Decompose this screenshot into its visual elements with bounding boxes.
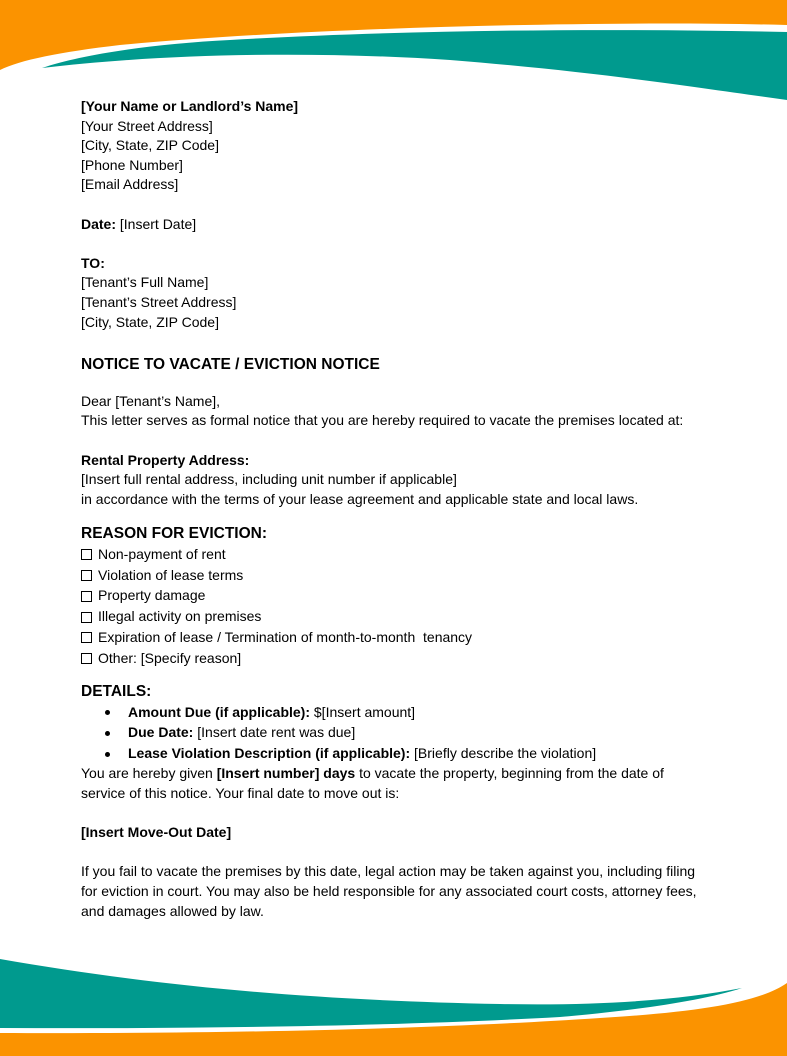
bullet-icon <box>105 752 110 757</box>
checkbox-icon[interactable] <box>81 653 92 664</box>
details-item-value: $[Insert amount] <box>310 703 416 720</box>
notice-period-prefix: You are hereby given <box>81 765 217 782</box>
details-item-value: [Insert date rent was due] <box>193 724 356 741</box>
sender-street: [Your Street Address] <box>81 117 213 134</box>
checkbox-icon[interactable] <box>81 612 92 623</box>
reason-label: Non-payment of rent <box>98 545 226 562</box>
reason-item[interactable] <box>81 586 711 607</box>
details-item-value: [Briefly describe the violation] <box>410 745 597 762</box>
sender-phone: [Phone Number] <box>81 156 183 173</box>
reason-item[interactable] <box>81 648 711 669</box>
reason-item[interactable] <box>81 607 711 628</box>
recipient-street: [Tenant’s Street Address] <box>81 293 237 310</box>
details-list <box>81 702 711 764</box>
bullet-icon <box>105 710 110 715</box>
date-label: Date: <box>81 215 117 232</box>
checkbox-icon[interactable] <box>81 570 92 581</box>
reason-label: Violation of lease terms <box>98 566 244 583</box>
details-item-label: Amount Due (if applicable): <box>128 703 310 720</box>
reason-heading: REASON FOR EVICTION: <box>81 525 268 543</box>
notice-period-suffix: to vacate the property, beginning from the date of service of this notice. Your final date to move out is: <box>81 765 664 802</box>
checkbox-icon[interactable] <box>81 591 92 602</box>
sender-name: [Your Name or Landlord’s Name] <box>81 98 299 114</box>
header-wave-decoration <box>0 0 787 100</box>
date-line <box>81 215 711 235</box>
notice-title: NOTICE TO VACATE / EVICTION NOTICE <box>81 355 380 373</box>
footer-wave-decoration <box>0 950 787 1056</box>
reason-item[interactable] <box>81 544 711 565</box>
details-item <box>105 744 711 765</box>
details-heading: DETAILS: <box>81 683 152 701</box>
accordance-text: in accordance with the terms of your lease agreement and applicable state and local laws. <box>81 490 639 507</box>
reason-label: Other: [Specify reason] <box>98 649 242 666</box>
warning-paragraph: If you fail to vacate the premises by this date, legal action may be taken against you, including filing for eviction in court. You may also be held responsible for any associated court costs, attorney fees, and damages allowed by law. <box>81 863 697 919</box>
checkbox-icon[interactable] <box>81 632 92 643</box>
bullet-icon <box>105 731 110 736</box>
recipient-city: [City, State, ZIP Code] <box>81 313 219 330</box>
reason-label: Property damage <box>98 587 206 604</box>
recipient-label: TO: <box>81 254 105 271</box>
greeting: Dear [Tenant’s Name], <box>81 392 221 409</box>
details-item <box>105 702 711 723</box>
reason-label: Expiration of lease / Termination of month-to-month tenancy <box>98 629 473 646</box>
move-out-date: [Insert Move-Out Date] <box>81 824 232 841</box>
sender-city: [City, State, ZIP Code] <box>81 137 219 154</box>
eviction-notice-letter <box>81 97 711 921</box>
details-item <box>105 723 711 744</box>
recipient-name: [Tenant’s Full Name] <box>81 274 209 291</box>
details-item-label: Due Date: <box>128 724 194 741</box>
intro-paragraph: This letter serves as formal notice that you are hereby required to vacate the premises located at: <box>81 412 684 429</box>
notice-period-days: [Insert number] days <box>216 765 356 782</box>
reason-label: Illegal activity on premises <box>98 608 262 625</box>
reason-item[interactable] <box>81 627 711 648</box>
checkbox-icon[interactable] <box>81 549 92 560</box>
date-value: [Insert Date] <box>116 215 197 232</box>
reason-item[interactable] <box>81 565 711 586</box>
details-item-label: Lease Violation Description (if applicable): <box>128 745 411 762</box>
notice-period-paragraph <box>81 764 701 803</box>
sender-email: [Email Address] <box>81 176 179 193</box>
property-address: [Insert full rental address, including unit number if applicable] <box>81 471 457 488</box>
property-label: Rental Property Address: <box>81 451 250 468</box>
reason-checklist <box>81 544 711 669</box>
